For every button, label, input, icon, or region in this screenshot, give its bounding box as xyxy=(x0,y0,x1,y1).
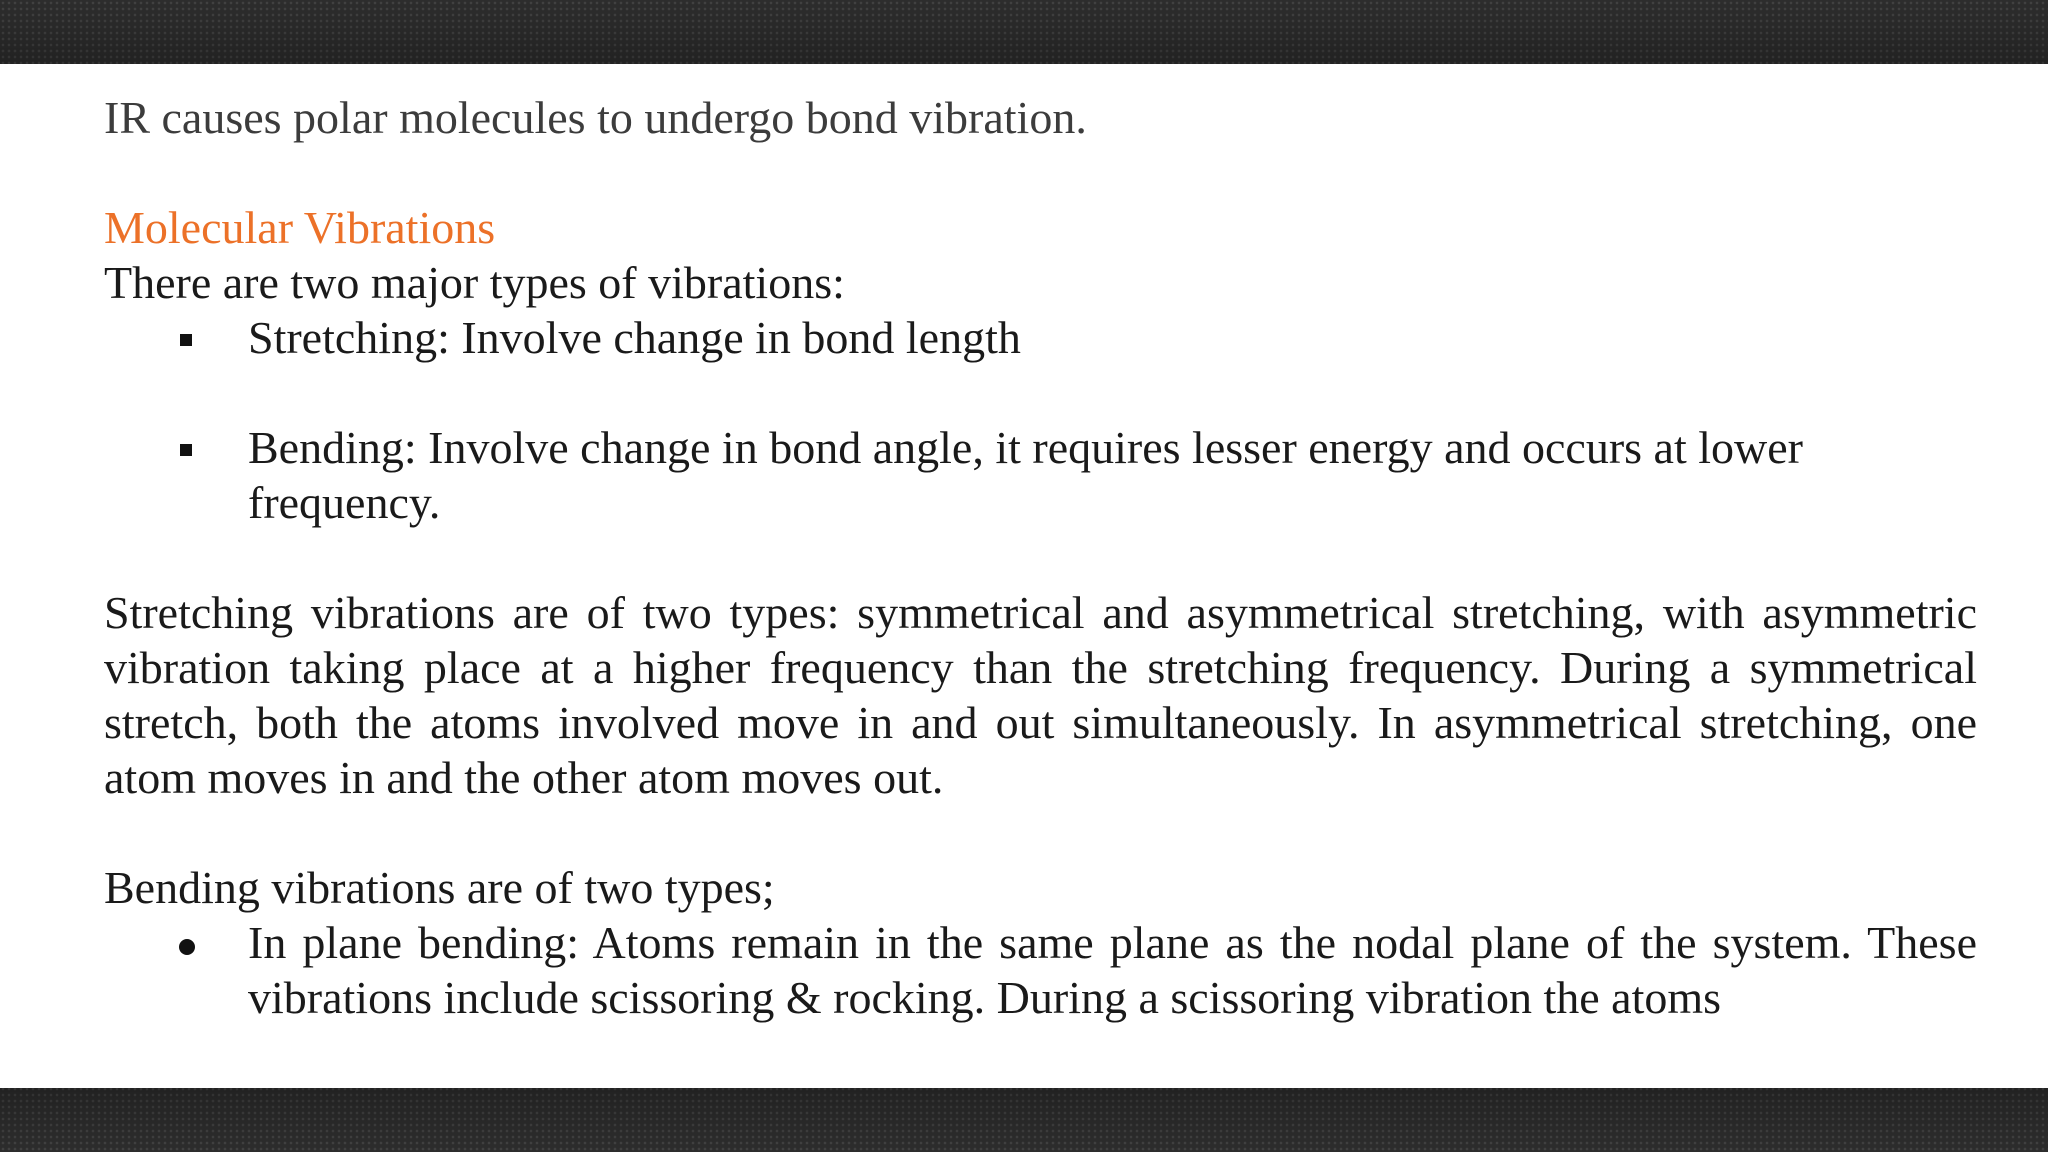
section-heading: Molecular Vibrations xyxy=(104,202,496,253)
spacer xyxy=(104,805,1977,860)
vibration-types-intro: There are two major types of vibrations: xyxy=(104,257,845,308)
top-texture-band xyxy=(0,0,2048,64)
bending-intro: Bending vibrations are of two types; xyxy=(104,862,775,913)
spacer xyxy=(104,530,1977,585)
square-bullet-icon xyxy=(180,334,192,346)
stretching-paragraph: Stretching vibrations are of two types: symmetrical and asymmetrical stretching, with asymmetric vibration taking place at a higher frequency than the stretching frequency. During a symmetrical stretch, both the atoms involved move in and out simultaneously. In asymmetrical stretching, one atom moves in and the other atom moves out. xyxy=(104,587,1977,803)
bottom-texture-band xyxy=(0,1088,2048,1152)
spacer xyxy=(104,145,1977,200)
vibration-types-list xyxy=(104,310,1977,530)
list-item-in-plane-bending xyxy=(104,915,1977,1025)
bending-types-list xyxy=(104,915,1977,1025)
list-item-text: Stretching: Involve change in bond length xyxy=(248,312,1021,363)
square-bullet-icon xyxy=(180,444,192,456)
round-bullet-icon xyxy=(179,939,195,955)
slide-content xyxy=(104,90,1977,1025)
list-item-stretching xyxy=(104,310,1977,365)
list-item-bending xyxy=(104,420,1977,530)
list-item-text: Bending: Involve change in bond angle, it requires lesser energy and occurs at lower frequency. xyxy=(248,422,1803,528)
intro-sentence: IR causes polar molecules to undergo bond vibration. xyxy=(104,92,1087,143)
slide xyxy=(0,64,2048,1088)
list-item-text: In plane bending: Atoms remain in the same plane as the nodal plane of the system. These vibrations include scissoring & rocking. During a scissoring vibration the atoms xyxy=(248,917,1977,1023)
